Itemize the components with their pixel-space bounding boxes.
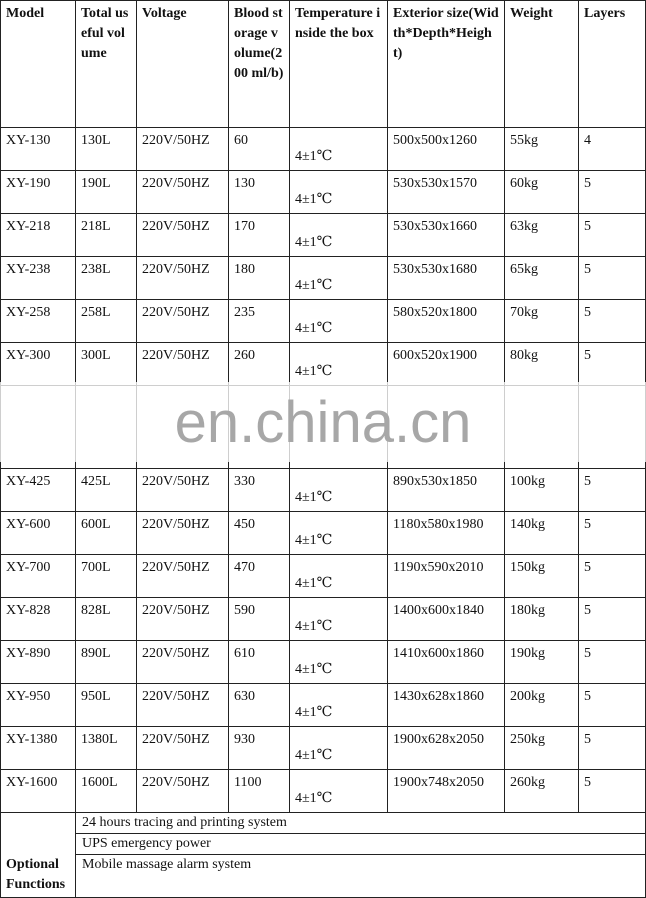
cell-voltage: 220V/50HZ	[137, 512, 229, 555]
cell-temp	[290, 300, 388, 343]
cell-temp-text: 4±1℃	[295, 576, 333, 591]
cell-size: 600x520x1900	[388, 343, 505, 386]
cell-temp-text: 4±1℃	[295, 235, 333, 250]
cell-blood: 630	[229, 684, 290, 727]
cell-volume: 828L	[76, 598, 137, 641]
cell-blood: 260	[229, 343, 290, 386]
cell-size: 1900x748x2050	[388, 770, 505, 813]
header-blood-storage: Blood storage volume(200 ml/b)	[229, 1, 290, 128]
cell-temp-text: 4±1℃	[295, 662, 333, 677]
table-row	[1, 128, 646, 171]
cell-volume: 218L	[76, 214, 137, 257]
cell-temp	[290, 469, 388, 512]
optional-row	[1, 834, 646, 855]
cell-temp	[290, 257, 388, 300]
cell-layers: 5	[579, 343, 646, 386]
cell-voltage: 220V/50HZ	[137, 598, 229, 641]
cell-volume: 300L	[76, 343, 137, 386]
cell-voltage: 220V/50HZ	[137, 171, 229, 214]
cell-model: XY-425	[1, 469, 76, 512]
header-exterior-size: Exterior size(Width*Depth*Height)	[388, 1, 505, 128]
optional-functions	[1, 813, 646, 898]
cell-temp	[290, 214, 388, 257]
optional-item: Mobile massage alarm system	[76, 855, 646, 898]
cell-volume: 190L	[76, 171, 137, 214]
cell-blood: 130	[229, 171, 290, 214]
table-row	[1, 555, 646, 598]
cell-model: XY-130	[1, 128, 76, 171]
table-row	[1, 469, 646, 512]
table-row	[1, 171, 646, 214]
cell-size: 530x530x1660	[388, 214, 505, 257]
cell-temp-text: 4±1℃	[295, 705, 333, 720]
cell-weight: 260kg	[505, 770, 579, 813]
cell-volume: 700L	[76, 555, 137, 598]
table-row	[1, 257, 646, 300]
cell-volume: 1380L	[76, 727, 137, 770]
cell-temp	[290, 641, 388, 684]
cell-temp-text: 4±1℃	[295, 321, 333, 336]
table-row	[1, 386, 646, 469]
cell-volume: 890L	[76, 641, 137, 684]
table-row	[1, 727, 646, 770]
cell-weight: 63kg	[505, 214, 579, 257]
cell-blood: 170	[229, 214, 290, 257]
cell-voltage: 220V/50HZ	[137, 469, 229, 512]
cell-size: 530x530x1680	[388, 257, 505, 300]
cell-layers: 5	[579, 214, 646, 257]
optional-item: 24 hours tracing and printing system	[76, 813, 646, 834]
cell-size: 890x530x1850	[388, 469, 505, 512]
cell-blood: 610	[229, 641, 290, 684]
watermark-text: en.china.cn	[174, 389, 472, 455]
cell-temp	[290, 555, 388, 598]
cell-model: XY-1380	[1, 727, 76, 770]
table-row	[1, 512, 646, 555]
cell-blood: 1100	[229, 770, 290, 813]
cell-layers: 5	[579, 727, 646, 770]
table-row	[1, 598, 646, 641]
header-row	[1, 1, 646, 128]
cell-temp-text: 4±1℃	[295, 490, 333, 505]
obscured-region	[1, 386, 646, 469]
cell-model: XY-218	[1, 214, 76, 257]
cell-model: XY-300	[1, 343, 76, 386]
cell-size: 500x500x1260	[388, 128, 505, 171]
cell-model: XY-600	[1, 512, 76, 555]
cell-voltage: 220V/50HZ	[137, 641, 229, 684]
cell-voltage: 220V/50HZ	[137, 300, 229, 343]
cell-volume: 238L	[76, 257, 137, 300]
cell-weight: 250kg	[505, 727, 579, 770]
cell-model: XY-700	[1, 555, 76, 598]
cell-temp	[290, 727, 388, 770]
cell-voltage: 220V/50HZ	[137, 214, 229, 257]
cell-layers: 4	[579, 128, 646, 171]
cell-temp	[290, 512, 388, 555]
cell-model: XY-890	[1, 641, 76, 684]
cell-voltage: 220V/50HZ	[137, 684, 229, 727]
table-body-upper	[1, 128, 646, 386]
cell-temp-text: 4±1℃	[295, 149, 333, 164]
header-layers: Layers	[579, 1, 646, 128]
cell-model: XY-828	[1, 598, 76, 641]
cell-temp	[290, 770, 388, 813]
cell-layers: 5	[579, 770, 646, 813]
cell-weight: 60kg	[505, 171, 579, 214]
table-row	[1, 770, 646, 813]
cell-layers: 5	[579, 555, 646, 598]
cell-temp-text: 4±1℃	[295, 748, 333, 763]
cell-temp-text: 4±1℃	[295, 192, 333, 207]
optional-row	[1, 855, 646, 898]
cell-size: 530x530x1570	[388, 171, 505, 214]
optional-item: UPS emergency power	[76, 834, 646, 855]
cell-model: XY-238	[1, 257, 76, 300]
header-voltage: Voltage	[137, 1, 229, 128]
table-row	[1, 343, 646, 386]
cell-weight: 55kg	[505, 128, 579, 171]
cell-model: XY-258	[1, 300, 76, 343]
cell-volume: 258L	[76, 300, 137, 343]
cell-temp	[290, 128, 388, 171]
cell-voltage: 220V/50HZ	[137, 128, 229, 171]
cell-blood: 235	[229, 300, 290, 343]
table-body-lower	[1, 469, 646, 813]
cell-model: XY-1600	[1, 770, 76, 813]
cell-volume: 425L	[76, 469, 137, 512]
cell-blood: 590	[229, 598, 290, 641]
cell-voltage: 220V/50HZ	[137, 257, 229, 300]
cell-blood: 180	[229, 257, 290, 300]
cell-voltage: 220V/50HZ	[137, 770, 229, 813]
cell-voltage: 220V/50HZ	[137, 727, 229, 770]
cell-layers: 5	[579, 300, 646, 343]
table-row	[1, 684, 646, 727]
header-total-volume: Total useful volume	[76, 1, 137, 128]
cell-layers: 5	[579, 684, 646, 727]
cell-temp-text: 4±1℃	[295, 533, 333, 548]
cell-layers: 5	[579, 641, 646, 684]
header-model: Model	[1, 1, 76, 128]
cell-voltage: 220V/50HZ	[137, 343, 229, 386]
cell-blood: 60	[229, 128, 290, 171]
optional-row	[1, 813, 646, 834]
cell-weight: 200kg	[505, 684, 579, 727]
cell-weight: 150kg	[505, 555, 579, 598]
cell-size: 1190x590x2010	[388, 555, 505, 598]
cell-volume: 950L	[76, 684, 137, 727]
cell-temp-text: 4±1℃	[295, 278, 333, 293]
cell-temp	[290, 343, 388, 386]
cell-weight: 80kg	[505, 343, 579, 386]
cell-layers: 5	[579, 512, 646, 555]
cell-temp-text: 4±1℃	[295, 791, 333, 806]
cell-model: XY-950	[1, 684, 76, 727]
cell-blood: 330	[229, 469, 290, 512]
cell-weight: 140kg	[505, 512, 579, 555]
cell-temp-text: 4±1℃	[295, 619, 333, 634]
header-weight: Weight	[505, 1, 579, 128]
cell-weight: 190kg	[505, 641, 579, 684]
cell-temp-text: 4±1℃	[295, 364, 333, 379]
cell-size: 580x520x1800	[388, 300, 505, 343]
cell-temp	[290, 598, 388, 641]
cell-size: 1430x628x1860	[388, 684, 505, 727]
cell-temp	[290, 171, 388, 214]
cell-size: 1900x628x2050	[388, 727, 505, 770]
cell-volume: 130L	[76, 128, 137, 171]
cell-blood: 470	[229, 555, 290, 598]
cell-layers: 5	[579, 469, 646, 512]
cell-layers: 5	[579, 171, 646, 214]
optional-functions-label: Optional Functions	[1, 813, 76, 898]
table-row	[1, 641, 646, 684]
cell-voltage: 220V/50HZ	[137, 555, 229, 598]
cell-size: 1180x580x1980	[388, 512, 505, 555]
cell-model: XY-190	[1, 171, 76, 214]
cell-weight: 65kg	[505, 257, 579, 300]
cell-weight: 180kg	[505, 598, 579, 641]
cell-temp	[290, 684, 388, 727]
cell-weight: 70kg	[505, 300, 579, 343]
cell-weight: 100kg	[505, 469, 579, 512]
table-row	[1, 300, 646, 343]
cell-volume: 600L	[76, 512, 137, 555]
cell-size: 1410x600x1860	[388, 641, 505, 684]
cell-blood: 450	[229, 512, 290, 555]
cell-size: 1400x600x1840	[388, 598, 505, 641]
cell-blood: 930	[229, 727, 290, 770]
table-row	[1, 214, 646, 257]
header-temperature: Temperature inside the box	[290, 1, 388, 128]
cell-volume: 1600L	[76, 770, 137, 813]
cell-layers: 5	[579, 257, 646, 300]
cell-layers: 5	[579, 598, 646, 641]
